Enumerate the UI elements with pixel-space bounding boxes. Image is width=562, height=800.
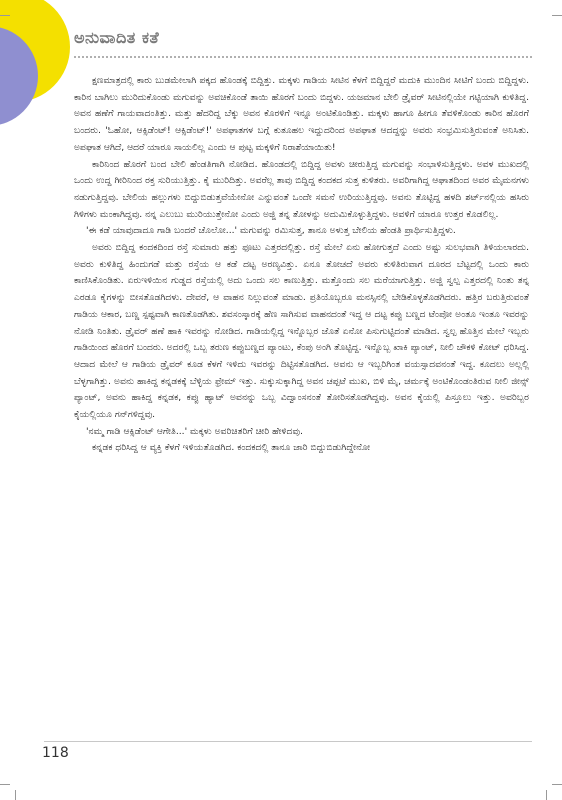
paragraph-6: ಕನ್ನಡಕ ಧರಿಸಿದ್ದ ಆ ವ್ಯಕ್ತಿ ಕೆಳಗೆ ಇಳಿಯತೊಡಗಿದ. ಕಂದಕದಲ್ಲಿ ತಾನೂ ಜಾರಿ ಬಿದ್ದುಬಿಡುಗಿದ್ದೇನೋ xyxy=(92,442,371,454)
paragraph-1: ಕ್ಷಣಮಾತ್ರದಲ್ಲಿ ಕಾರು ಬುಡಮೇಲಾಗಿ ಪಕ್ಕದ ಹೊಂಡಕ್ಕೆ ಬಿದ್ದಿತ್ತು. ಮಕ್ಕಳು ಗಾಡಿಯ ಸೀಟಿನ ಕೆಳಗೆ ಬಿದ್ದಿದ್ದರೆ ಮದುಕಿ ಮುಂದಿನ ಸೀಟಿಗೆ ಬಂದು ಬಿದ್ದಿದ್ದಳು. ಕಾರಿನ ಬಾಗಿಲು ಮುರಿದುಕೊಂಡು ಮಗುವನ್ನು ಅವಚಿಕೊಂಡೆ ತಾಯಿ ಹೊರಗೆ ಬಂದು ಬಿದ್ದಳು. ಯಜಮಾನ ಬೇಲಿ ಡ್ರೈವರ್ ಸೀಟಿನಲ್ಲಿಯೇ ಗಟ್ಟಿಯಾಗಿ ಕುಳಿತಿದ್ದ. ಅವನ ಹಣೆಗೆ ಗಾಯವಾದಂತಿತ್ತು. ಮತ್ತು ಹೆದರಿದ್ದ ಬೆಕ್ಕು ಅವನ ಕೊರಳಿಗೆ ಇನ್ನೂ ಅಂಟಿಕೊಂಡಿತ್ತು. ಮಕ್ಕಳು ಹಾಗೂ ಹೀಗೂ ತೆವಳಿಕೊಂಡು ಕಾರಿನ ಹೊರಗೆ ಬಂದರು. 'ಓಹೋ, ಆಕ್ಸಿಡೆಂಟ್! ಆಕ್ಸಿಡೆಂಟ್!' ಅಪಘಾತಗಳ ಬಗ್ಗೆ ಕುತೂಹಲ ಇದ್ದುದರಿಂದ ಅಪಘಾತ ಆದದ್ದನ್ನು ಅವರು ಸಂಭ್ರಮಿಸುತ್ತಿರುವಂತೆ ಅನಿಸಿತು. ಅಪಘಾತ ಆಗಿದೆ, ಆದರೆ ಯಾರೂ ಸಾಯಲಿಲ್ಲ ಎಂದು ಆ ಪುಟ್ಟ ಮಕ್ಕಳಿಗೆ ನಿರಾಶೆಯಾಯಿತು! xyxy=(74,75,529,153)
page-number: 118 xyxy=(42,745,69,761)
crop-mark xyxy=(15,790,16,800)
paragraph-3-dialogue: 'ಈ ಕಡೆ ಯಾವುದಾದೂ ಗಾಡಿ ಬಂದರೆ ಚೊಲೋ...' ಮಗುವನ್ನು ರಮಿಸುತ್ತ, ತಾನೂ ಅಳುತ್ತ ಬೇಲಿಯ ಹೆಂಡತಿ ಪ್ರಾರ್ಥಿಸುತ್ತಿದ್ದಳು. xyxy=(86,225,456,237)
crop-mark xyxy=(546,790,547,800)
section-title: ಅನುವಾದಿತ ಕತೆ xyxy=(74,28,160,47)
paragraph-5-dialogue: 'ನಮ್ಮ ಗಾಡಿ ಆಕ್ಸಿಡೆಂಟ್ ಆಗೇತಿ...' ಮಕ್ಕಳು ಅವರಿಚಿತರಿಗೆ ಚೀರಿ ಹೇಳಿದವು. xyxy=(86,425,303,437)
crop-mark xyxy=(0,784,10,785)
paragraph-2: ಕಾರಿನಿಂದ ಹೊರಗೆ ಬಂದ ಬೇಲಿ ಹೆಂಡತಿಗಾಗಿ ನೋಡಿದ. ಹೊಂಡದಲ್ಲಿ ಬಿದ್ದಿದ್ದ ಅವಳು ಚೀರುತ್ತಿದ್ದ ಮಗುವನ್ನು ಸಂಭಾಳಿಸುತ್ತಿದ್ದಳು. ಅವಳ ಮುಖದಲ್ಲಿ ಒಂದು ಉದ್ದ ಗೀರಿನಿಂದ ರಕ್ತ ಸುರಿಯುತ್ತಿತ್ತು. ಕೈ ಮುರಿದಿತ್ತು. ಅವರೆಲ್ಲ ತಾವು ಬಿದ್ದಿದ್ದ ಕಂದಕದ ಸುತ್ತ ಕುಳಿತರು. ಅವರಿಗಾಗಿದ್ದ ಆಘಾತದಿಂದ ಅವರ ಮೈಮನಗಳು ನಡುಗುತ್ತಿದ್ದವು. ಬೇಲಿಯ ಹಲ್ಲುಗಳು ಬಿದ್ದುಬಿಡುತ್ತವೆಯೇನೋ ಎನ್ನುವಂತೆ ಒಂದೇ ಸಮನೆ ಉರಿಯುತ್ತಿದ್ದವು. ಅವನು ತೊಟ್ಟಿದ್ದ ಹಳದಿ ಶರ್ಟ್‌ನಲ್ಲಿಯ ಹಸಿರು ಗಿಳಿಗಳು ಮಂಕಾಗಿದ್ದವು. ನನ್ನ ಎಲುಬು ಮುರಿಯುತ್ತೇನೋ ಎಂದು ಅಜ್ಜಿ ತನ್ನ ತೋಳನ್ನು ಅದುಮಿಕೊಳ್ಳುತ್ತಿದ್ದಳು. ಅವಳಿಗೆ ಯಾರೂ ಉತ್ತರ ಕೊಡಲಿಲ್ಲ. xyxy=(74,158,529,220)
story-body xyxy=(74,73,529,457)
crop-mark xyxy=(552,784,562,785)
crop-mark xyxy=(552,15,562,16)
footer-divider xyxy=(44,741,532,742)
crop-mark xyxy=(0,15,10,16)
paragraph-4: ಅವರು ಬಿದ್ದಿದ್ದ ಕಂದಕದಿಂದ ರಸ್ತೆ ಸುಮಾರು ಹತ್ತು ಫೂಟು ಎತ್ತರದಲ್ಲಿತ್ತು. ರಸ್ತೆ ಮೇಲೆ ಏನು ಹೋಗುತ್ತದೆ ಎಂದು ಅಷ್ಟು ಸುಲಭವಾಗಿ ತಿಳಿಯಲಾರದು. ಅವರು ಕುಳಿತಿದ್ದ ಹಿಂದುಗಡೆ ಮತ್ತು ರಸ್ತೆಯ ಆ ಕಡೆ ದಟ್ಟ ಅರಣ್ಯವಿತ್ತು. ಏನೂ ತೋಚದೆ ಅವರು ಕುಳಿತಿರುವಾಗ ದೂರದ ಬೆಟ್ಟದಲ್ಲಿ ಒಂದು ಕಾರು ಕಾಣಿಸಿಕೊಂಡಿತು. ಏರುಇಳಿಯಿನ ಗುಡ್ಡದ ರಸ್ತೆಯಲ್ಲಿ ಅದು ಒಂದು ಸಲ ಕಾಣುತ್ತಿತ್ತು. ಮತ್ತೊಂದು ಸಲ ಮರೆಯಾಗುತ್ತಿತ್ತು. ಅಜ್ಜಿ ಸ್ವಲ್ಪ ಎತ್ತರದಲ್ಲಿ ನಿಂತು ತನ್ನ ಎರಡೂ ಕೈಗಳನ್ನು ಬೀಸತೊಡಗಿದಳು. ದೇವರೆ, ಆ ವಾಹನ ನಿಲ್ಲುವಂತೆ ಮಾಡು. ಪ್ರತಿಯೊಬ್ಬರೂ ಮನಸ್ಸಿನಲ್ಲಿ ಬೇಡಿಕೊಳ್ಳತೊಡಗಿದರು. ಹತ್ತಿರ ಬರುತ್ತಿರುವಂತೆ ಗಾಡಿಯ ಆಕಾರ, ಬಣ್ಣ ಸ್ಪಷ್ಟವಾಗಿ ಕಾಣತೊಡಗಿತು. ಶವಸಂಸ್ಕಾರಕ್ಕೆ ಹೆಣ ಸಾಗಿಸುವ ವಾಹನದಂತೆ ಇದ್ದ ಆ ದಟ್ಟ ಕಪ್ಪು ಬಣ್ಣದ ಟೆಂಪೋ ಅಂತೂ ಇಂತೂ ಇವರನ್ನು ನೋಡಿ ನಿಂತಿತು. ಡ್ರೈವರ್ ಹಣೆ ಹಾಕಿ ಇವರನ್ನು ನೋಡಿದ. ಗಾಡಿಯಲ್ಲಿದ್ದ ಇನ್ನೊಬ್ಬರ ಜೊತೆ ಏನೋ ಪಿಸುಗುಟ್ಟಿದಂತೆ ಮಾಡಿದ. ಸ್ವಲ್ಪ ಹೊತ್ತಿನ ಮೇಲೆ ಇಬ್ಬರು ಗಾಡಿಯಿಂದ ಹೊರಗೆ ಬಂದರು. ಅದರಲ್ಲಿ ಒಬ್ಬ ತರುಣ ಕಪ್ಪುಬಣ್ಣದ ಪ್ಯಾಂಟು, ಕೆಂಪು ಅಂಗಿ ತೊಟ್ಟಿದ್ದ. ಇನ್ನೊಬ್ಬ ಖಾಕಿ ಪ್ಯಾಂಟ್, ನೀಲಿ ಚೌಕಳಿ ಕೋಟ್ ಧರಿಸಿದ್ದ. ಆದಾದ ಮೇಲೆ ಆ ಗಾಡಿಯ ಡ್ರೈವರ್ ಕೂಡ ಕೆಳಗೆ ಇಳಿದು ಇವರನ್ನು ದಿಟ್ಟಿಸತೊಡಗಿದ. ಅವನು ಆ ಇಬ್ಬರಿಗಿಂತ ವಯಸ್ಸಾದವನಂತೆ ಇದ್ದ. ಕೂದಲು ಅಲ್ಲಲ್ಲಿ ಬೆಳ್ಳಗಾಗಿತ್ತು. ಅವನು ಹಾಕಿದ್ದ ಕನ್ನಡಕಕ್ಕೆ ಬೆಳ್ಳಿಯ ಫ್ರೇಮ್ ಇತ್ತು. ಸುಕ್ಕುಸುಕ್ಕಾಗಿದ್ದ ಅವನ ಚಪ್ಪಟೆ ಮುಖ, ಬಿಳಿ ಮೈ, ಚರ್ಮಕ್ಕೆ ಅಂಟಿಕೊಂಡಂತಿರುವ ನೀಲಿ ಜೀನ್ಸ್ ಪ್ಯಾಂಟ್, ಅವನು ಹಾಕಿದ್ದ ಕನ್ನಡಕ, ಕಪ್ಪು ಹ್ಯಾಟ್ ಅವನನ್ನು ಒಬ್ಬ ವಿದ್ವಾಂಸನಂತೆ ತೋರಿಸತೊಡಗಿದ್ದವು. ಅವನ ಕೈಯಲ್ಲಿ ಪಿಸ್ತೂಲು ಇತ್ತು. ಅವರಿಬ್ಬರ ಕೈಯಲ್ಲಿಯೂ ಗನ್‌ಗಳಿದ್ದವು. xyxy=(74,242,529,421)
header-divider xyxy=(74,56,532,58)
